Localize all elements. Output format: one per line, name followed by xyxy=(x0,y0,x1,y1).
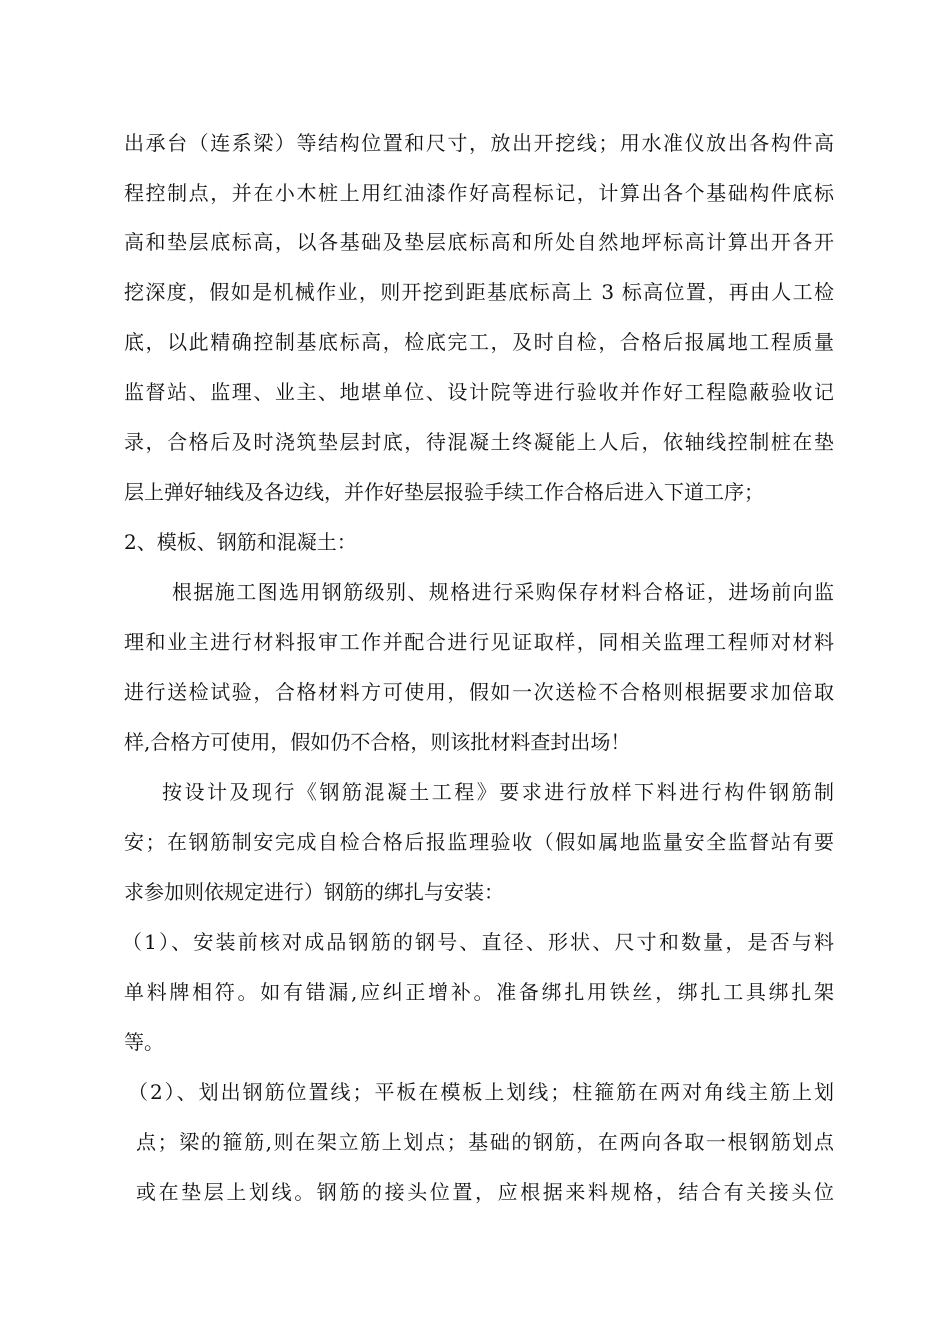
text-line: 或在垫层上划线。钢筋的接头位置，应根据来料规格，结合有关接头位 xyxy=(136,1180,834,1204)
section-heading: 2、模板、钢筋和混凝土： xyxy=(124,530,357,554)
text-line: 按设计及现行《钢筋混凝土工程》要求进行放样下料进行构件钢筋制 xyxy=(162,780,834,804)
text-line: 进行送检试验，合格材料方可使用，假如一次送检不合格则根据要求加倍取 xyxy=(124,680,834,704)
text-line: 程控制点，并在小木桩上用红油漆作好高程标记，计算出各个基础构件底标 xyxy=(124,181,834,205)
text-line: （2）、划出钢筋位置线；平板在模板上划线；柱箍筋在两对角线主筋上划 xyxy=(128,1080,834,1104)
text-line: 单料牌相符。如有错漏,应纠正增补。准备绑扎用铁丝，绑扎工具绑扎架 xyxy=(124,980,834,1004)
text-line: 高和垫层底标高，以各基础及垫层底标高和所处自然地坪标高计算出开各开 xyxy=(124,230,834,254)
text-line: （1）、安装前核对成品钢筋的钢号、直径、形状、尺寸和数量，是否与料 xyxy=(122,930,834,954)
text-line: 安；在钢筋制安完成自检合格后报监理验收（假如属地监量安全监督站有要 xyxy=(124,830,834,854)
text-line: 等。 xyxy=(124,1030,164,1054)
text-line: 理和业主进行材料报审工作并配合进行见证取样，同相关监理工程师对材料 xyxy=(124,630,834,654)
text-line: 样,合格方可使用，假如仍不合格，则该批材料查封出场！ xyxy=(124,730,631,754)
text-line: 监督站、监理、业主、地堪单位、设计院等进行验收并作好工程隐蔽验收记 xyxy=(124,380,834,404)
text-line: 挖深度，假如是机械作业，则开挖到距基底标高上 3 标高位置，再由人工检 xyxy=(124,280,834,304)
text-line: 点；梁的箍筋,则在架立筋上划点；基础的钢筋，在两向各取一根钢筋划点 xyxy=(136,1130,834,1154)
text-line: 底，以此精确控制基底标高，检底完工，及时自检，合格后报属地工程质量 xyxy=(124,330,834,354)
text-line: 出承台（连系梁）等结构位置和尺寸，放出开挖线；用水准仪放出各构件高 xyxy=(124,131,834,155)
text-line: 求参加则依规定进行）钢筋的绑扎与安装： xyxy=(124,880,504,904)
text-line: 录，合格后及时浇筑垫层封底，待混凝土终凝能上人后，依轴线控制桩在垫 xyxy=(124,430,834,454)
text-line: 根据施工图选用钢筋级别、规格进行采购保存材料合格证，进场前向监 xyxy=(172,580,834,604)
text-line: 层上弹好轴线及各边线，并作好垫层报验手续工作合格后进入下道工序； xyxy=(124,480,764,504)
